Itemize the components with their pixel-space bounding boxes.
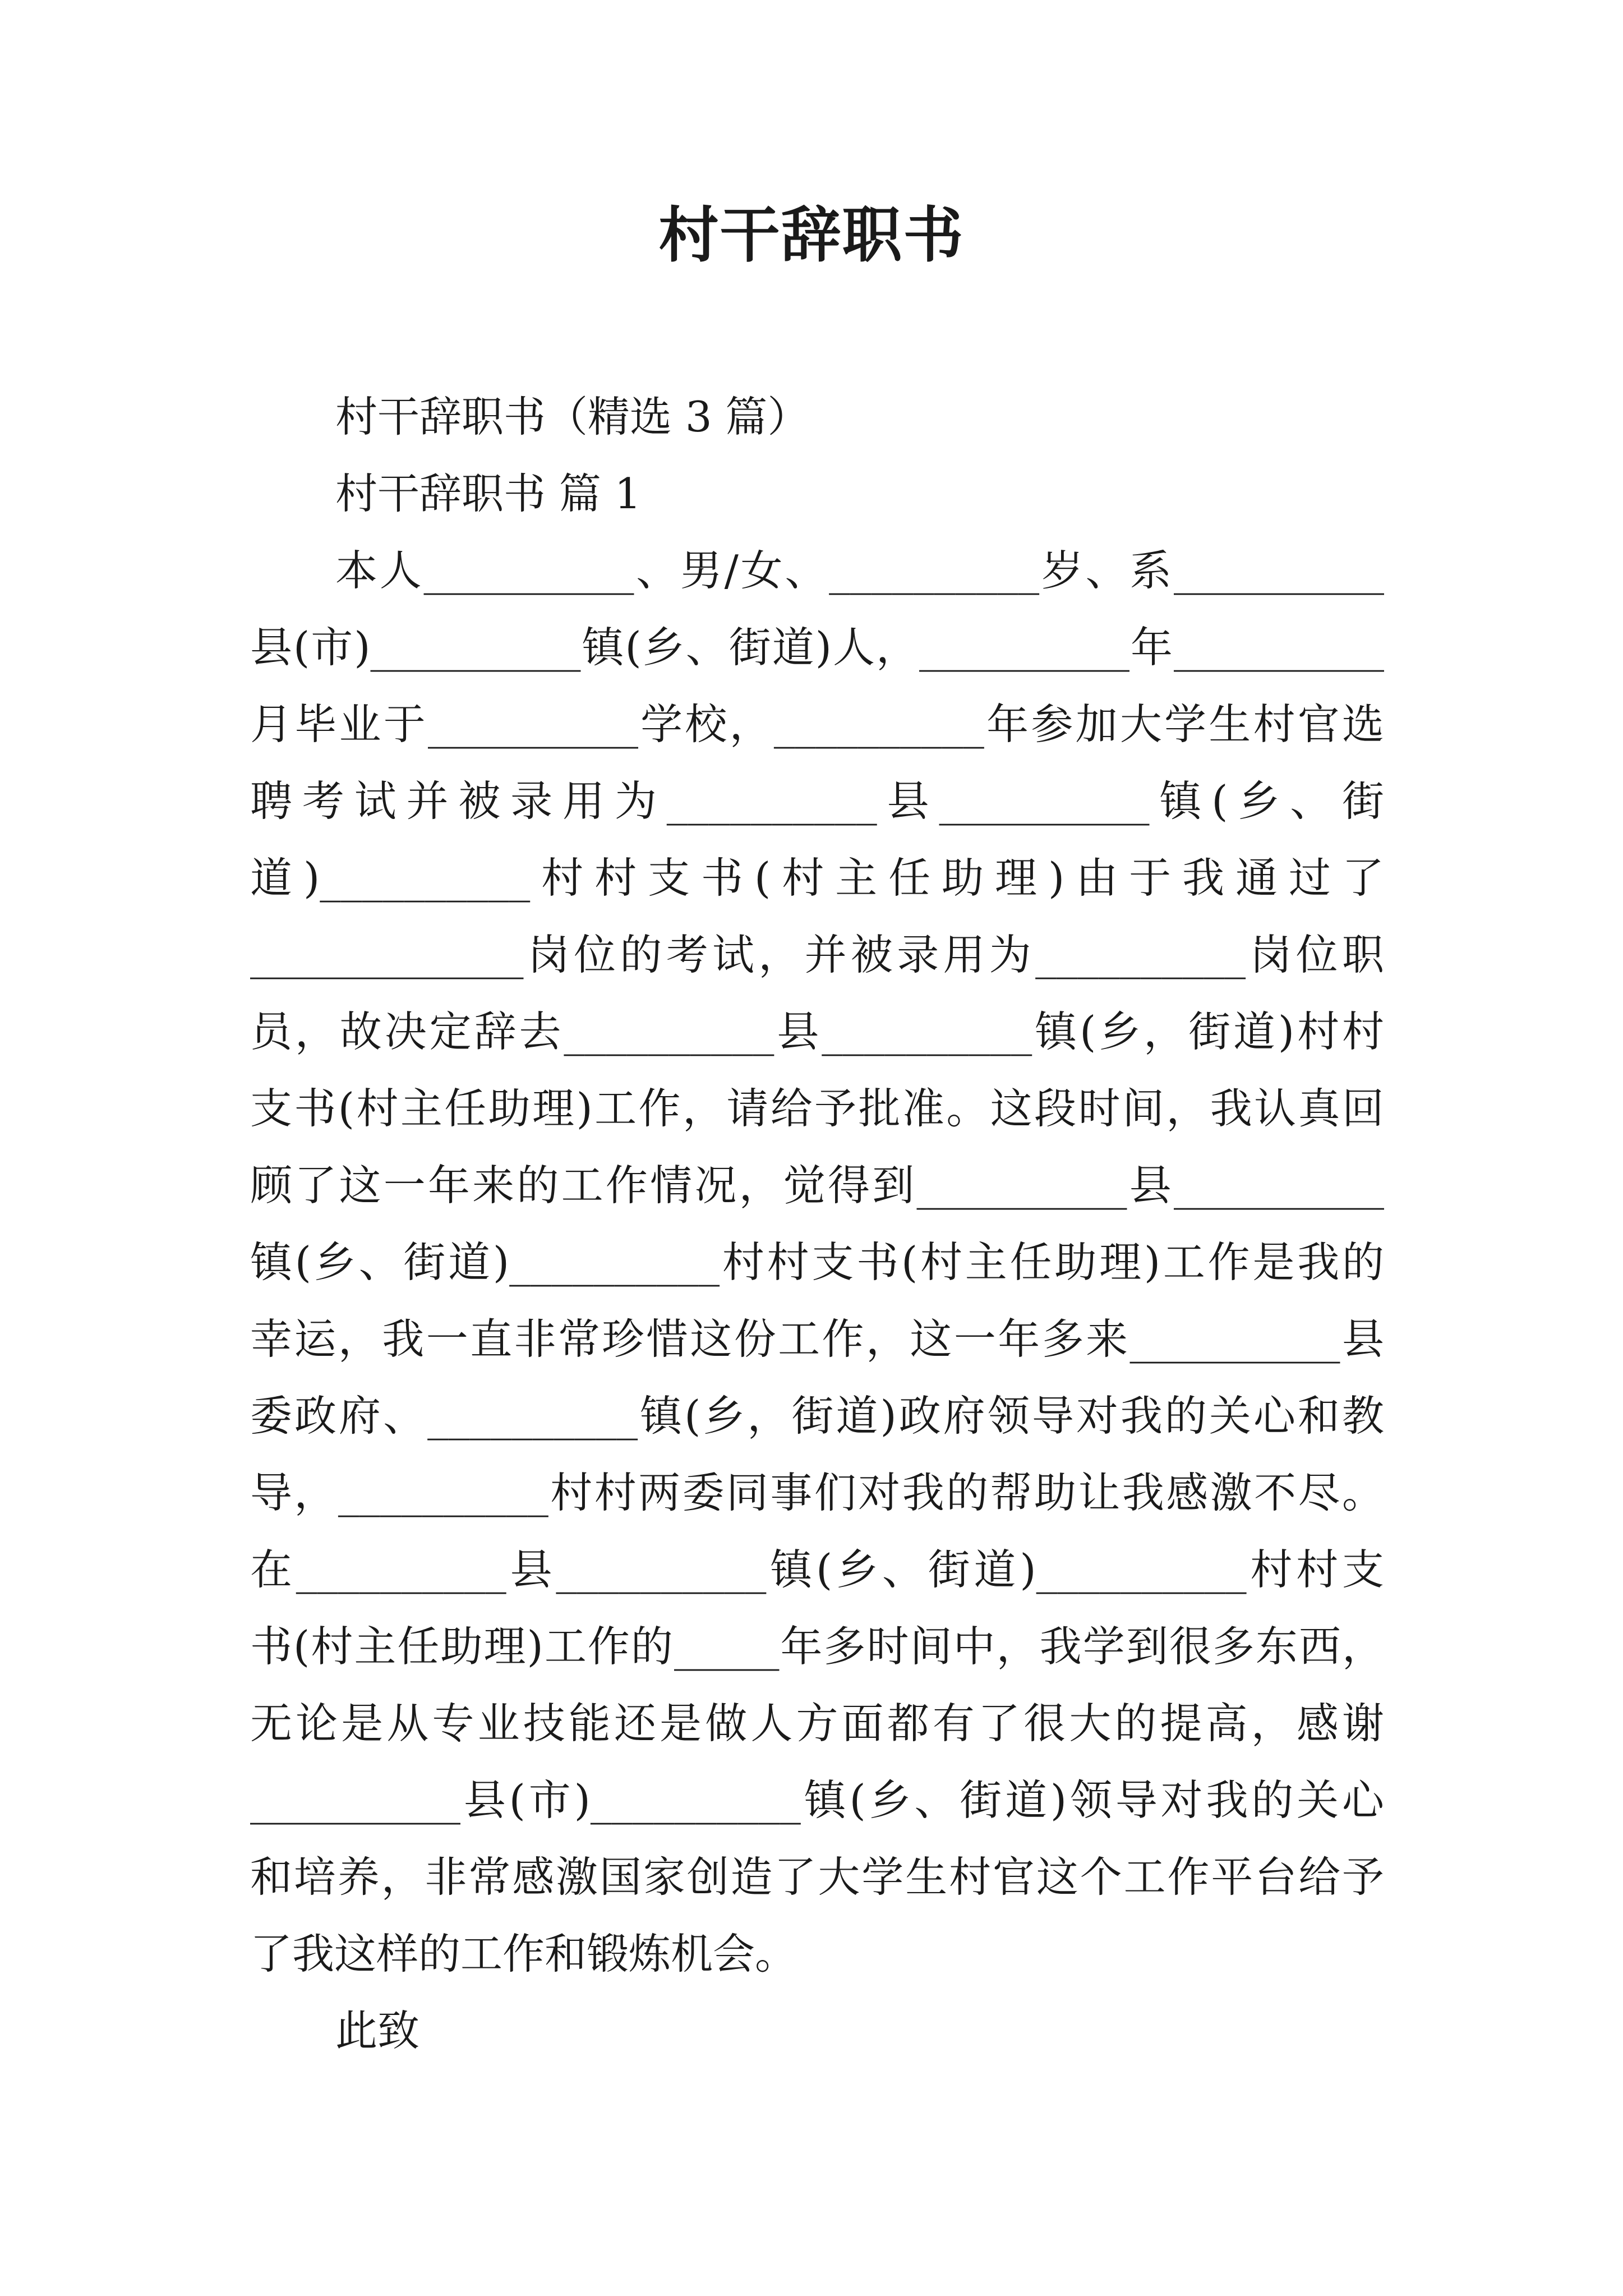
body-line: 月毕业于__________学校，__________年参加大学生村官选 bbox=[250, 700, 1384, 749]
section-title: 村干辞职书 篇 1 bbox=[335, 469, 642, 518]
body-line: 镇(乡、街道)__________村村支书(村主任助理)工作是我的 bbox=[250, 1237, 1384, 1287]
document-title: 村干辞职书 bbox=[658, 200, 965, 270]
body-line: 聘考试并被录用为__________县__________镇(乡、街 bbox=[250, 776, 1384, 826]
body-line: 无论是从专业技能还是做人方面都有了很大的提高，感谢 bbox=[250, 1699, 1384, 1748]
body-line: 道)__________村村支书(村主任助理)由于我通过了 bbox=[250, 853, 1384, 903]
body-line: __________县(市)__________镇(乡、街道)领导对我的关心 bbox=[250, 1775, 1384, 1825]
body-line: 导，__________村村两委同事们对我的帮助让我感激不尽。 bbox=[250, 1468, 1384, 1517]
body-line: 员，故决定辞去__________县__________镇(乡，街道)村村 bbox=[250, 1007, 1384, 1056]
body-line: 县(市)__________镇(乡、街道)人，__________年__________ bbox=[250, 623, 1384, 672]
body-line: 顾了这一年来的工作情况，觉得到__________县__________ bbox=[250, 1161, 1384, 1210]
closing-salutation: 此致 bbox=[335, 2006, 420, 2055]
body-line: 本人__________、男/女、__________岁、系__________ bbox=[335, 546, 1384, 595]
body-line: 和培养，非常感激国家创造了大学生村官这个工作平台给予 bbox=[250, 1852, 1384, 1902]
body-line: 支书(村主任助理)工作，请给予批准。这段时间，我认真回 bbox=[250, 1084, 1384, 1133]
collection-heading: 村干辞职书（精选 3 篇） bbox=[335, 392, 810, 441]
body-line: _____________岗位的考试，并被录用为__________岗位职 bbox=[250, 930, 1384, 979]
body-line: 委政府、__________镇(乡，街道)政府领导对我的关心和教 bbox=[250, 1391, 1384, 1441]
body-line: 了我这样的工作和锻炼机会。 bbox=[250, 1929, 797, 1978]
body-line: 在__________县__________镇(乡、街道)__________村村支 bbox=[250, 1545, 1384, 1594]
document-body bbox=[250, 379, 1384, 2069]
body-line: 幸运，我一直非常珍惜这份工作，这一年多来__________县 bbox=[250, 1314, 1384, 1364]
body-line: 书(村主任助理)工作的_____年多时间中，我学到很多东西， bbox=[250, 1622, 1384, 1671]
